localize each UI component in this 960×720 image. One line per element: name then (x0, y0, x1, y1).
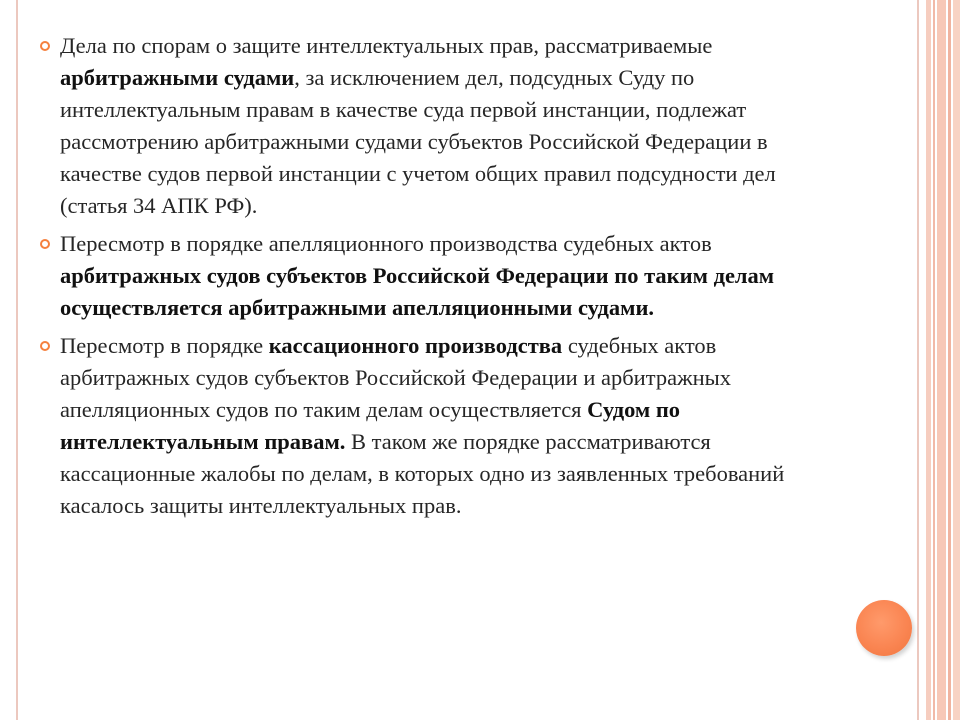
text-segment: судебных актов арбитражных судов субъектов Российской Федерации и арбитражных апелляционных судов по таким делам осуществляется (60, 333, 732, 422)
bullet-paragraph-1 (40, 30, 840, 222)
stripe (937, 0, 946, 720)
bold-text-segment: Судом по интеллектуальным правам. (60, 397, 681, 454)
paragraph-text (60, 333, 784, 518)
bold-text-segment: арбитражных судов субъектов Российской Федерации по таким делам осуществляется арбитражными апелляционными судами. (60, 263, 775, 320)
text-segment: Дела по спорам о защите интеллектуальных прав, рассматриваемые (60, 33, 713, 58)
bold-text-segment: арбитражными судами (60, 65, 295, 90)
text-segment: , за исключением дел, подсудных Суду по интеллектуальным правам в качестве суда первой инстанции, подлежат рассмотрению арбитражными судами субъектов Российской Федерации в качестве судов первой инстанции с учетом общих правил подсудности дел (статья 34 АПК РФ). (60, 65, 776, 218)
text-segment: Пересмотр в порядке апелляционного производства судебных актов (60, 231, 712, 256)
paragraph-text (60, 33, 776, 218)
bullet-icon (40, 41, 50, 51)
right-border-line (917, 0, 919, 720)
stripe (933, 0, 935, 720)
decorative-circle (856, 600, 912, 656)
paragraph-text (60, 231, 774, 320)
text-segment: Пересмотр в порядке (60, 333, 269, 358)
bullet-icon (40, 239, 50, 249)
bold-text-segment: кассационного производства (268, 333, 563, 358)
decorative-stripes (926, 0, 960, 720)
bullet-paragraph-3 (40, 330, 840, 522)
slide-body (40, 30, 840, 528)
bullet-paragraph-2 (40, 228, 840, 324)
stripe (953, 0, 960, 720)
bullet-icon (40, 341, 50, 351)
stripe (948, 0, 951, 720)
left-border-line (16, 0, 18, 720)
stripe (926, 0, 931, 720)
text-segment: В таком же порядке рассматриваются кассационные жалобы по делам, в которых одно из заявленных требований касалось защиты интеллектуальных прав. (60, 429, 785, 518)
